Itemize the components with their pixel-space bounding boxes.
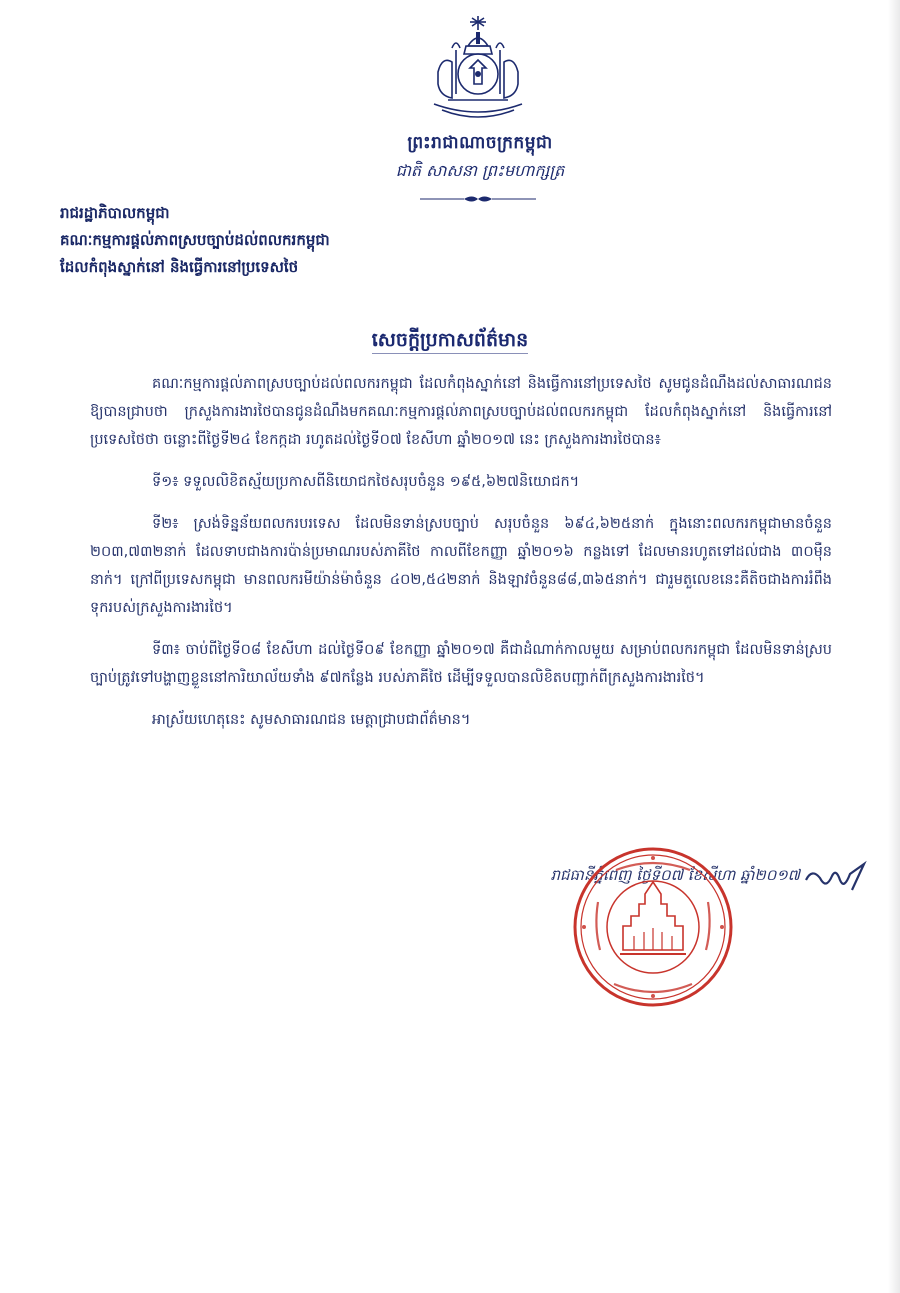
official-seal-icon <box>568 842 738 1012</box>
issuer-line-1: រាជរដ្ឋាភិបាលកម្ពុជា <box>60 204 170 222</box>
kingdom-name: ព្រះរាជាណាចក្រកម្ពុជា <box>407 133 553 153</box>
place-and-date: រាជធានីភ្នំពេញ ថ្ងៃទី០៧ ខែសីហា ឆ្នាំ២០១៧ <box>550 866 800 884</box>
paragraph-point-2: ទី២៖ ស្រង់ទិន្នន័យពលករបរទេស ដែលមិនទាន់ស្របច្បាប់ សរុបចំនួន ៦៩៤,៦២៥នាក់ ក្នុងនោះពលករកម្ពុជាមានចំនួន ២០៣,៧៣២នាក់ ដែលទាបជាងការប៉ាន់ប្រមាណរបស់ភាគីថៃ កាលពីខែកញ្ញា ឆ្នាំ២០១៦ កន្លងទៅ ដែលមានរហូតទៅដល់ជាង ៣០ម៉ឺននាក់។ ក្រៅពីប្រទេសកម្ពុជា មានពលករមីយ៉ាន់ម៉ាចំនួន ៤០២,៥៤២នាក់ និងឡាវចំនួន៨៨,៣៦៥នាក់។ ជារួមតួលេខនេះគឺតិចជាងការរំពឹងទុករបស់ក្រសួងការងារថៃ។ <box>90 516 832 616</box>
divider-ornament-icon <box>420 194 536 204</box>
royal-emblem-icon <box>418 12 538 124</box>
paragraph-point-3: ទី៣៖ ចាប់ពីថ្ងៃទី០៨ ខែសីហា ដល់ថ្ងៃទី០៩ ខែកញ្ញា ឆ្នាំ២០១៧ គឺជាដំណាក់កាលមួយ សម្រាប់ពលករកម្ពុជា ដែលមិនទាន់ស្របច្បាប់ត្រូវទៅបង្ហាញខ្លួននៅការិយាល័យទាំង ៩៧កន្លែង របស់ភាគីថៃ ដើម្បីទទួលបានលិខិតបញ្ជាក់ពីក្រសួងការងារថៃ។ <box>90 642 832 686</box>
paragraph-closing: អាស្រ័យហេតុនេះ សូមសាធារណជន មេត្តាជ្រាបជាព័ត៌មាន។ <box>152 712 471 728</box>
issuing-authority <box>60 200 330 281</box>
national-motto: ជាតិ សាសនា ព្រះមហាក្សត្រ <box>395 161 565 180</box>
issuer-line-2: គណៈកម្មការផ្ដល់ភាពស្របច្បាប់ដល់ពលករកម្ពុជា <box>60 231 330 249</box>
document-body <box>90 370 832 748</box>
document-title-text: សេចក្តីប្រកាសព័ត៌មាន <box>372 329 528 354</box>
paragraph-intro: គណៈកម្មការផ្ដល់ភាពស្របច្បាប់ដល់ពលករកម្ពុជា ដែលកំពុងស្នាក់នៅ និងធ្វើការនៅប្រទេសថៃ សូមជូនដំណឹងដល់សាធារណជន ឱ្យបានជ្រាបថា ក្រសួងការងារថៃបានជូនដំណឹងមកគណៈកម្មការផ្ដល់ភាពស្របច្បាប់ដល់ពលករកម្ពុជា ដែលកំពុងស្នាក់នៅ និងធ្វើការនៅប្រទេសថៃថា ចន្លោះពីថ្ងៃទី២៤ ខែកក្កដា រហូតដល់ថ្ងៃទី០៧ ខែសីហា ឆ្នាំ២០១៧ នេះ ក្រសួងការងារថៃបាន៖ <box>90 376 832 448</box>
signature-icon <box>802 860 872 900</box>
issuer-line-3: ដែលកំពុងស្នាក់នៅ និងធ្វើការនៅប្រទេសថៃ <box>60 258 299 276</box>
document-title <box>0 328 900 356</box>
paragraph-point-1: ទី១៖ ទទួលលិខិតស្ម័យប្រកាសពីនិយោជកថៃសរុបចំនួន ១៩៥,៦២៧និយោជក។ <box>152 474 580 490</box>
